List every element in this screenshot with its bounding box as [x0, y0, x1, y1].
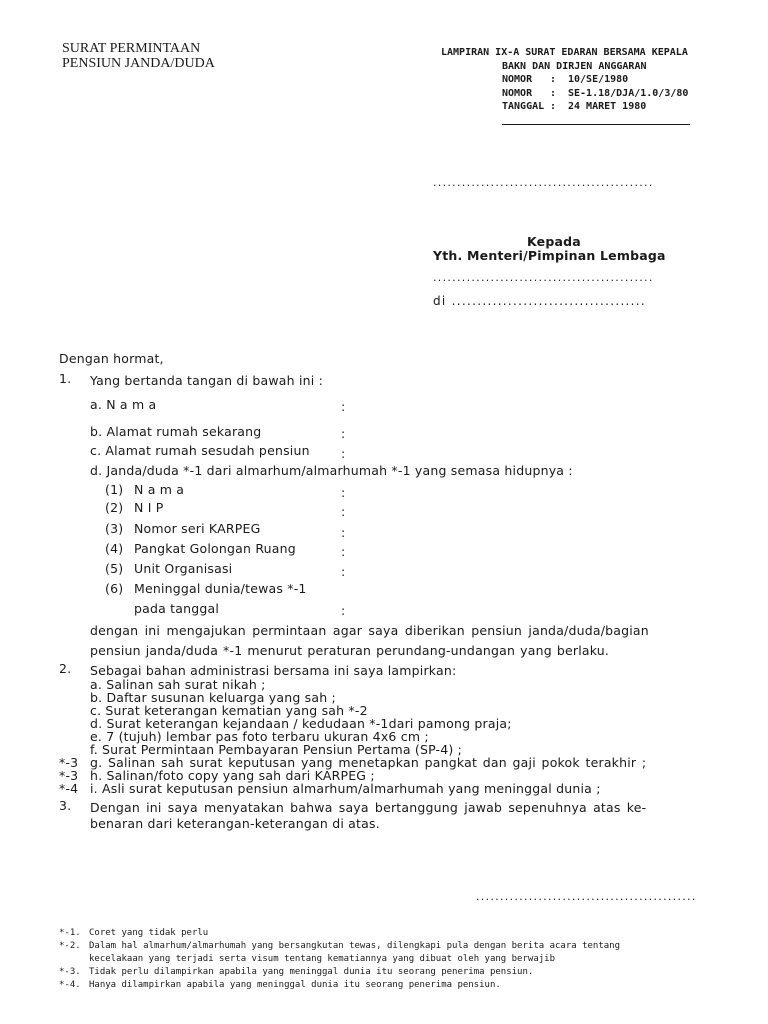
footnote-1-mark: *-1. — [59, 928, 81, 938]
field-label-alamat-sesudah: c. Alamat rumah sesudah pensiun — [90, 443, 310, 458]
reference-nomor-1-sep: : — [550, 74, 557, 85]
deceased-colon-karpeg[interactable]: : — [341, 525, 346, 540]
section2-intro: Sebagai bahan administrasi bersama ini saya lampirkan: — [90, 663, 457, 678]
attachment-c: c. Surat keterangan kematian yang sah *-2 — [90, 703, 368, 718]
deceased-label-unit: Unit Organisasi — [134, 561, 233, 576]
attachment-g: g. Salinan sah surat keputusan yang menetapkan pangkat dan gaji pokok terakhir ; — [90, 755, 647, 770]
footnote-3-text: Tidak perlu dilampirkan apabila yang meninggal dunia itu seorang penerima pensiun. — [89, 967, 534, 977]
reference-nomor-1-label: NOMOR — [502, 74, 533, 85]
footnote-1-text: Coret yang tidak perlu — [89, 928, 209, 938]
salutation: Dengan hormat, — [59, 351, 164, 366]
footnote-2-mark: *-2. — [59, 941, 81, 951]
deceased-colon-pangkat[interactable]: : — [341, 544, 346, 559]
attachment-h: h. Salinan/foto copy yang sah dari KARPEG ; — [90, 768, 375, 783]
field-colon-alamat-sekarang[interactable]: : — [341, 426, 346, 441]
deceased-num-5: (5) — [105, 561, 124, 576]
reference-nomor-2-label: NOMOR — [502, 88, 533, 99]
deceased-label-pada-tanggal: pada tanggal — [134, 601, 220, 616]
footnote-4-text: Hanya dilampirkan apabila yang meninggal dunia itu seorang penerima pensiun. — [89, 980, 501, 990]
reference-nomor-1-value: 10/SE/1980 — [568, 74, 629, 85]
deceased-label-nip: N I P — [134, 500, 164, 515]
section1-intro: Yang bertanda tangan di bawah ini : — [90, 373, 324, 388]
section1-number: 1. — [59, 371, 72, 386]
reference-tanggal-value: 24 MARET 1980 — [568, 101, 647, 112]
deceased-colon-nama[interactable]: : — [341, 485, 346, 500]
addressee-kepada: Kepada — [527, 234, 581, 249]
field-label-alamat-sekarang: b. Alamat rumah sekarang — [90, 424, 262, 439]
deceased-label-meninggal: Meninggal dunia/tewas *-1 — [134, 581, 307, 596]
section2-number: 2. — [59, 661, 72, 676]
field-colon-alamat-sesudah[interactable]: : — [341, 446, 346, 461]
field-colon-nama[interactable]: : — [341, 399, 346, 414]
field-label-nama: a. N a m a — [90, 397, 157, 412]
section3-line1: Dengan ini saya menyatakan bahwa saya bertanggung jawab sepenuhnya atas ke- — [90, 800, 647, 815]
deceased-colon-nip[interactable]: : — [341, 504, 346, 519]
signature-field[interactable]: .............................................. — [476, 890, 697, 903]
footnote-4-mark: *-4. — [59, 980, 81, 990]
section1-janda-duda-line: d. Janda/duda *-1 dari almarhum/almarhumah *-1 yang semasa hidupnya : — [90, 463, 573, 478]
deceased-num-1: (1) — [105, 482, 124, 497]
attachment-i-marker: *-4 — [59, 781, 79, 796]
attachment-b: b. Daftar susunan keluarga yang sah ; — [90, 690, 336, 705]
deceased-label-karpeg: Nomor seri KARPEG — [134, 521, 261, 536]
footnote-3-mark: *-3. — [59, 967, 81, 977]
attachment-f: f. Surat Permintaan Pembayaran Pensiun Pertama (SP-4) ; — [90, 742, 463, 757]
attachment-h-marker: *-3 — [59, 768, 79, 783]
reference-line2: BAKN DAN DIRJEN ANGGARAN — [502, 61, 647, 72]
reference-line1: LAMPIRAN IX-A SURAT EDARAN BERSAMA KEPALA — [441, 47, 688, 58]
attachment-d: d. Surat keterangan kejandaan / kedudaan *-1dari pamong praja; — [90, 716, 512, 731]
deceased-label-pangkat: Pangkat Golongan Ruang — [134, 541, 296, 556]
deceased-num-4: (4) — [105, 541, 124, 556]
deceased-num-3: (3) — [105, 521, 124, 536]
place-date-field[interactable]: .............................................. — [433, 176, 654, 189]
request-line1: dengan ini mengajukan permintaan agar saya diberikan pensiun janda/duda/bagian — [90, 623, 649, 638]
deceased-label-nama: N a m a — [134, 482, 185, 497]
deceased-num-6: (6) — [105, 581, 124, 596]
addressee-name-field[interactable]: .............................................. — [433, 271, 654, 284]
deceased-num-2: (2) — [105, 500, 124, 515]
reference-tanggal-sep: : — [550, 101, 557, 112]
reference-underline — [502, 124, 690, 125]
request-line2: pensiun janda/duda *-1 menurut peraturan perundang-undangan yang berlaku. — [90, 643, 610, 658]
reference-tanggal-label: TANGGAL — [502, 101, 545, 112]
section3-line2: benaran dari keterangan-keterangan di atas. — [90, 816, 380, 831]
form-title-line2: PENSIUN JANDA/DUDA — [62, 56, 215, 71]
footnote-2-text-cont: kecelakaan yang terjadi serta visum tentang kematiannya yang dibuat oleh yang berwajib — [89, 954, 555, 964]
deceased-colon-pada-tanggal[interactable]: : — [341, 603, 346, 618]
section3-number: 3. — [59, 798, 72, 813]
addressee-yth: Yth. Menteri/Pimpinan Lembaga — [433, 248, 666, 263]
attachment-i: i. Asli surat keputusan pensiun almarhum/almarhumah yang meninggal dunia ; — [90, 781, 601, 796]
attachment-e: e. 7 (tujuh) lembar pas foto terbaru ukuran 4x6 cm ; — [90, 729, 429, 744]
form-title-line1: SURAT PERMINTAAN — [62, 41, 201, 56]
attachment-a: a. Salinan sah surat nikah ; — [90, 677, 266, 692]
reference-nomor-2-value: SE-1.18/DJA/1.0/3/80 — [568, 88, 689, 99]
footnote-2-text: Dalam hal almarhum/almarhumah yang bersangkutan tewas, dilengkapi pula dengan berita acara tentang — [89, 941, 621, 951]
addressee-di-field[interactable]: di ...................................... — [433, 294, 647, 308]
deceased-colon-unit[interactable]: : — [341, 564, 346, 579]
reference-nomor-2-sep: : — [550, 88, 557, 99]
attachment-g-marker: *-3 — [59, 755, 79, 770]
